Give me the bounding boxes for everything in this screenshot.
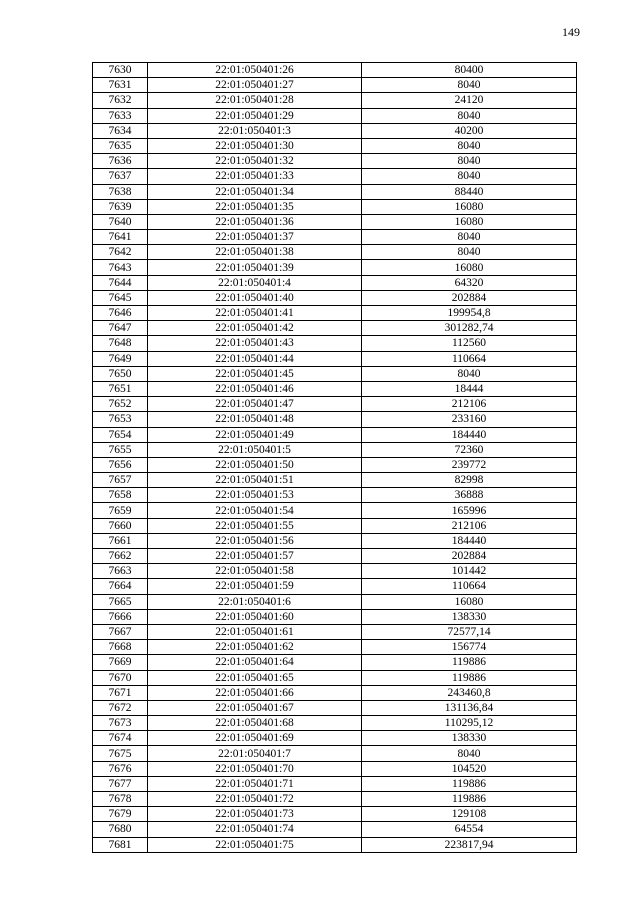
table-row: [93, 533, 577, 548]
cadastral-number-cell: 22:01:050401:33: [148, 169, 362, 184]
cadastral-number-cell: 22:01:050401:64: [148, 655, 362, 670]
cadastral-number-cell: 22:01:050401:72: [148, 792, 362, 807]
row-number-cell: 7675: [93, 746, 148, 761]
row-number-cell: 7630: [93, 63, 148, 78]
table-row: [93, 214, 577, 229]
row-number-cell: 7676: [93, 761, 148, 776]
table-row: [93, 488, 577, 503]
table-row: [93, 336, 577, 351]
table-row: [93, 594, 577, 609]
cadastral-number-cell: 22:01:050401:55: [148, 518, 362, 533]
row-number-cell: 7643: [93, 260, 148, 275]
row-number-cell: 7631: [93, 78, 148, 93]
table-row: [93, 640, 577, 655]
row-number-cell: 7639: [93, 199, 148, 214]
value-cell: 138330: [362, 609, 577, 624]
table-row: [93, 290, 577, 305]
row-number-cell: 7679: [93, 807, 148, 822]
value-cell: 301282,74: [362, 321, 577, 336]
value-cell: 110664: [362, 351, 577, 366]
cadastral-number-cell: 22:01:050401:69: [148, 731, 362, 746]
row-number-cell: 7672: [93, 700, 148, 715]
row-number-cell: 7642: [93, 245, 148, 260]
value-cell: 129108: [362, 807, 577, 822]
row-number-cell: 7640: [93, 214, 148, 229]
row-number-cell: 7649: [93, 351, 148, 366]
value-cell: 8040: [362, 746, 577, 761]
row-number-cell: 7658: [93, 488, 148, 503]
value-cell: 18444: [362, 381, 577, 396]
table-row: [93, 457, 577, 472]
cadastral-number-cell: 22:01:050401:49: [148, 427, 362, 442]
row-number-cell: 7653: [93, 412, 148, 427]
cadastral-number-cell: 22:01:050401:70: [148, 761, 362, 776]
row-number-cell: 7680: [93, 822, 148, 837]
table-row: [93, 442, 577, 457]
cadastral-number-cell: 22:01:050401:73: [148, 807, 362, 822]
table-row: [93, 184, 577, 199]
table-row: [93, 93, 577, 108]
cadastral-number-cell: 22:01:050401:37: [148, 230, 362, 245]
table-row: [93, 63, 577, 78]
table-row: [93, 655, 577, 670]
cadastral-number-cell: 22:01:050401:44: [148, 351, 362, 366]
table-row: [93, 154, 577, 169]
table-row: [93, 685, 577, 700]
value-cell: 36888: [362, 488, 577, 503]
cadastral-number-cell: 22:01:050401:3: [148, 123, 362, 138]
row-number-cell: 7648: [93, 336, 148, 351]
table-row: [93, 624, 577, 639]
table-row: [93, 321, 577, 336]
table-row: [93, 427, 577, 442]
value-cell: 212106: [362, 518, 577, 533]
table-row: [93, 245, 577, 260]
page-number: 149: [562, 25, 580, 39]
cadastral-number-cell: 22:01:050401:56: [148, 533, 362, 548]
cadastral-number-cell: 22:01:050401:67: [148, 700, 362, 715]
cadastral-number-cell: 22:01:050401:29: [148, 108, 362, 123]
value-cell: 24120: [362, 93, 577, 108]
cadastral-number-cell: 22:01:050401:41: [148, 306, 362, 321]
table-row: [93, 230, 577, 245]
cadastral-number-cell: 22:01:050401:54: [148, 503, 362, 518]
value-cell: 243460,8: [362, 685, 577, 700]
cadastral-number-cell: 22:01:050401:60: [148, 609, 362, 624]
cadastral-number-cell: 22:01:050401:27: [148, 78, 362, 93]
row-number-cell: 7668: [93, 640, 148, 655]
row-number-cell: 7635: [93, 138, 148, 153]
cadastral-number-cell: 22:01:050401:43: [148, 336, 362, 351]
row-number-cell: 7669: [93, 655, 148, 670]
value-cell: 82998: [362, 473, 577, 488]
value-cell: 16080: [362, 260, 577, 275]
value-cell: 184440: [362, 533, 577, 548]
cadastral-number-cell: 22:01:050401:45: [148, 366, 362, 381]
cadastral-number-cell: 22:01:050401:30: [148, 138, 362, 153]
value-cell: 119886: [362, 776, 577, 791]
row-number-cell: 7641: [93, 230, 148, 245]
value-cell: 8040: [362, 108, 577, 123]
row-number-cell: 7654: [93, 427, 148, 442]
table-row: [93, 138, 577, 153]
value-cell: 202884: [362, 549, 577, 564]
cadastral-number-cell: 22:01:050401:61: [148, 624, 362, 639]
value-cell: 184440: [362, 427, 577, 442]
value-cell: 8040: [362, 230, 577, 245]
value-cell: 8040: [362, 138, 577, 153]
cadastral-number-cell: 22:01:050401:65: [148, 670, 362, 685]
cadastral-number-cell: 22:01:050401:51: [148, 473, 362, 488]
table-row: [93, 397, 577, 412]
value-cell: 131136,84: [362, 700, 577, 715]
row-number-cell: 7655: [93, 442, 148, 457]
cadastral-number-cell: 22:01:050401:59: [148, 579, 362, 594]
table-row: [93, 275, 577, 290]
cadastral-number-cell: 22:01:050401:71: [148, 776, 362, 791]
row-number-cell: 7650: [93, 366, 148, 381]
value-cell: 8040: [362, 154, 577, 169]
table-body: [93, 63, 577, 853]
table-row: [93, 351, 577, 366]
table-row: [93, 503, 577, 518]
value-cell: 88440: [362, 184, 577, 199]
table-row: [93, 306, 577, 321]
table-row: [93, 260, 577, 275]
value-cell: 165996: [362, 503, 577, 518]
value-cell: 72360: [362, 442, 577, 457]
cadastral-number-cell: 22:01:050401:40: [148, 290, 362, 305]
value-cell: 112560: [362, 336, 577, 351]
cadastral-number-cell: 22:01:050401:48: [148, 412, 362, 427]
table-row: [93, 792, 577, 807]
value-cell: 233160: [362, 412, 577, 427]
table-row: [93, 412, 577, 427]
cadastral-number-cell: 22:01:050401:62: [148, 640, 362, 655]
cadastral-number-cell: 22:01:050401:26: [148, 63, 362, 78]
cadastral-number-cell: 22:01:050401:32: [148, 154, 362, 169]
table-row: [93, 123, 577, 138]
cadastral-number-cell: 22:01:050401:58: [148, 564, 362, 579]
row-number-cell: 7660: [93, 518, 148, 533]
cadastral-table: [92, 62, 577, 853]
value-cell: 80400: [362, 63, 577, 78]
value-cell: 156774: [362, 640, 577, 655]
table-row: [93, 381, 577, 396]
value-cell: 202884: [362, 290, 577, 305]
cadastral-number-cell: 22:01:050401:5: [148, 442, 362, 457]
value-cell: 119886: [362, 655, 577, 670]
value-cell: 104520: [362, 761, 577, 776]
cadastral-number-cell: 22:01:050401:42: [148, 321, 362, 336]
row-number-cell: 7659: [93, 503, 148, 518]
table-row: [93, 199, 577, 214]
row-number-cell: 7637: [93, 169, 148, 184]
value-cell: 119886: [362, 792, 577, 807]
value-cell: 110664: [362, 579, 577, 594]
table-row: [93, 564, 577, 579]
cadastral-number-cell: 22:01:050401:47: [148, 397, 362, 412]
value-cell: 16080: [362, 214, 577, 229]
row-number-cell: 7652: [93, 397, 148, 412]
table-row: [93, 731, 577, 746]
value-cell: 138330: [362, 731, 577, 746]
value-cell: 119886: [362, 670, 577, 685]
row-number-cell: 7666: [93, 609, 148, 624]
value-cell: 239772: [362, 457, 577, 472]
value-cell: 8040: [362, 366, 577, 381]
row-number-cell: 7647: [93, 321, 148, 336]
cadastral-number-cell: 22:01:050401:50: [148, 457, 362, 472]
table-row: [93, 473, 577, 488]
row-number-cell: 7634: [93, 123, 148, 138]
cadastral-number-cell: 22:01:050401:66: [148, 685, 362, 700]
table-row: [93, 78, 577, 93]
row-number-cell: 7677: [93, 776, 148, 791]
cadastral-number-cell: 22:01:050401:36: [148, 214, 362, 229]
row-number-cell: 7670: [93, 670, 148, 685]
table-row: [93, 609, 577, 624]
row-number-cell: 7638: [93, 184, 148, 199]
cadastral-number-cell: 22:01:050401:6: [148, 594, 362, 609]
table-row: [93, 518, 577, 533]
row-number-cell: 7678: [93, 792, 148, 807]
row-number-cell: 7657: [93, 473, 148, 488]
row-number-cell: 7662: [93, 549, 148, 564]
cadastral-number-cell: 22:01:050401:28: [148, 93, 362, 108]
cadastral-number-cell: 22:01:050401:38: [148, 245, 362, 260]
row-number-cell: 7673: [93, 716, 148, 731]
row-number-cell: 7632: [93, 93, 148, 108]
row-number-cell: 7645: [93, 290, 148, 305]
value-cell: 199954,8: [362, 306, 577, 321]
cadastral-number-cell: 22:01:050401:57: [148, 549, 362, 564]
value-cell: 40200: [362, 123, 577, 138]
table-row: [93, 776, 577, 791]
cadastral-number-cell: 22:01:050401:75: [148, 837, 362, 852]
table-row: [93, 746, 577, 761]
row-number-cell: 7651: [93, 381, 148, 396]
value-cell: 110295,12: [362, 716, 577, 731]
table-row: [93, 837, 577, 852]
cadastral-number-cell: 22:01:050401:74: [148, 822, 362, 837]
table-row: [93, 108, 577, 123]
table-row: [93, 579, 577, 594]
value-cell: 16080: [362, 199, 577, 214]
value-cell: 101442: [362, 564, 577, 579]
table-row: [93, 670, 577, 685]
row-number-cell: 7664: [93, 579, 148, 594]
row-number-cell: 7663: [93, 564, 148, 579]
row-number-cell: 7656: [93, 457, 148, 472]
row-number-cell: 7667: [93, 624, 148, 639]
row-number-cell: 7646: [93, 306, 148, 321]
cadastral-number-cell: 22:01:050401:39: [148, 260, 362, 275]
row-number-cell: 7671: [93, 685, 148, 700]
cadastral-number-cell: 22:01:050401:4: [148, 275, 362, 290]
value-cell: 64554: [362, 822, 577, 837]
value-cell: 223817,94: [362, 837, 577, 852]
value-cell: 16080: [362, 594, 577, 609]
value-cell: 64320: [362, 275, 577, 290]
row-number-cell: 7674: [93, 731, 148, 746]
row-number-cell: 7633: [93, 108, 148, 123]
value-cell: 72577,14: [362, 624, 577, 639]
cadastral-number-cell: 22:01:050401:68: [148, 716, 362, 731]
table-row: [93, 822, 577, 837]
table-row: [93, 807, 577, 822]
value-cell: 212106: [362, 397, 577, 412]
table-row: [93, 366, 577, 381]
row-number-cell: 7636: [93, 154, 148, 169]
table-row: [93, 169, 577, 184]
row-number-cell: 7661: [93, 533, 148, 548]
value-cell: 8040: [362, 78, 577, 93]
cadastral-number-cell: 22:01:050401:46: [148, 381, 362, 396]
value-cell: 8040: [362, 245, 577, 260]
row-number-cell: 7681: [93, 837, 148, 852]
table-row: [93, 716, 577, 731]
cadastral-number-cell: 22:01:050401:34: [148, 184, 362, 199]
table-row: [93, 761, 577, 776]
cadastral-number-cell: 22:01:050401:7: [148, 746, 362, 761]
table-row: [93, 549, 577, 564]
cadastral-number-cell: 22:01:050401:35: [148, 199, 362, 214]
row-number-cell: 7644: [93, 275, 148, 290]
cadastral-number-cell: 22:01:050401:53: [148, 488, 362, 503]
row-number-cell: 7665: [93, 594, 148, 609]
value-cell: 8040: [362, 169, 577, 184]
table-row: [93, 700, 577, 715]
